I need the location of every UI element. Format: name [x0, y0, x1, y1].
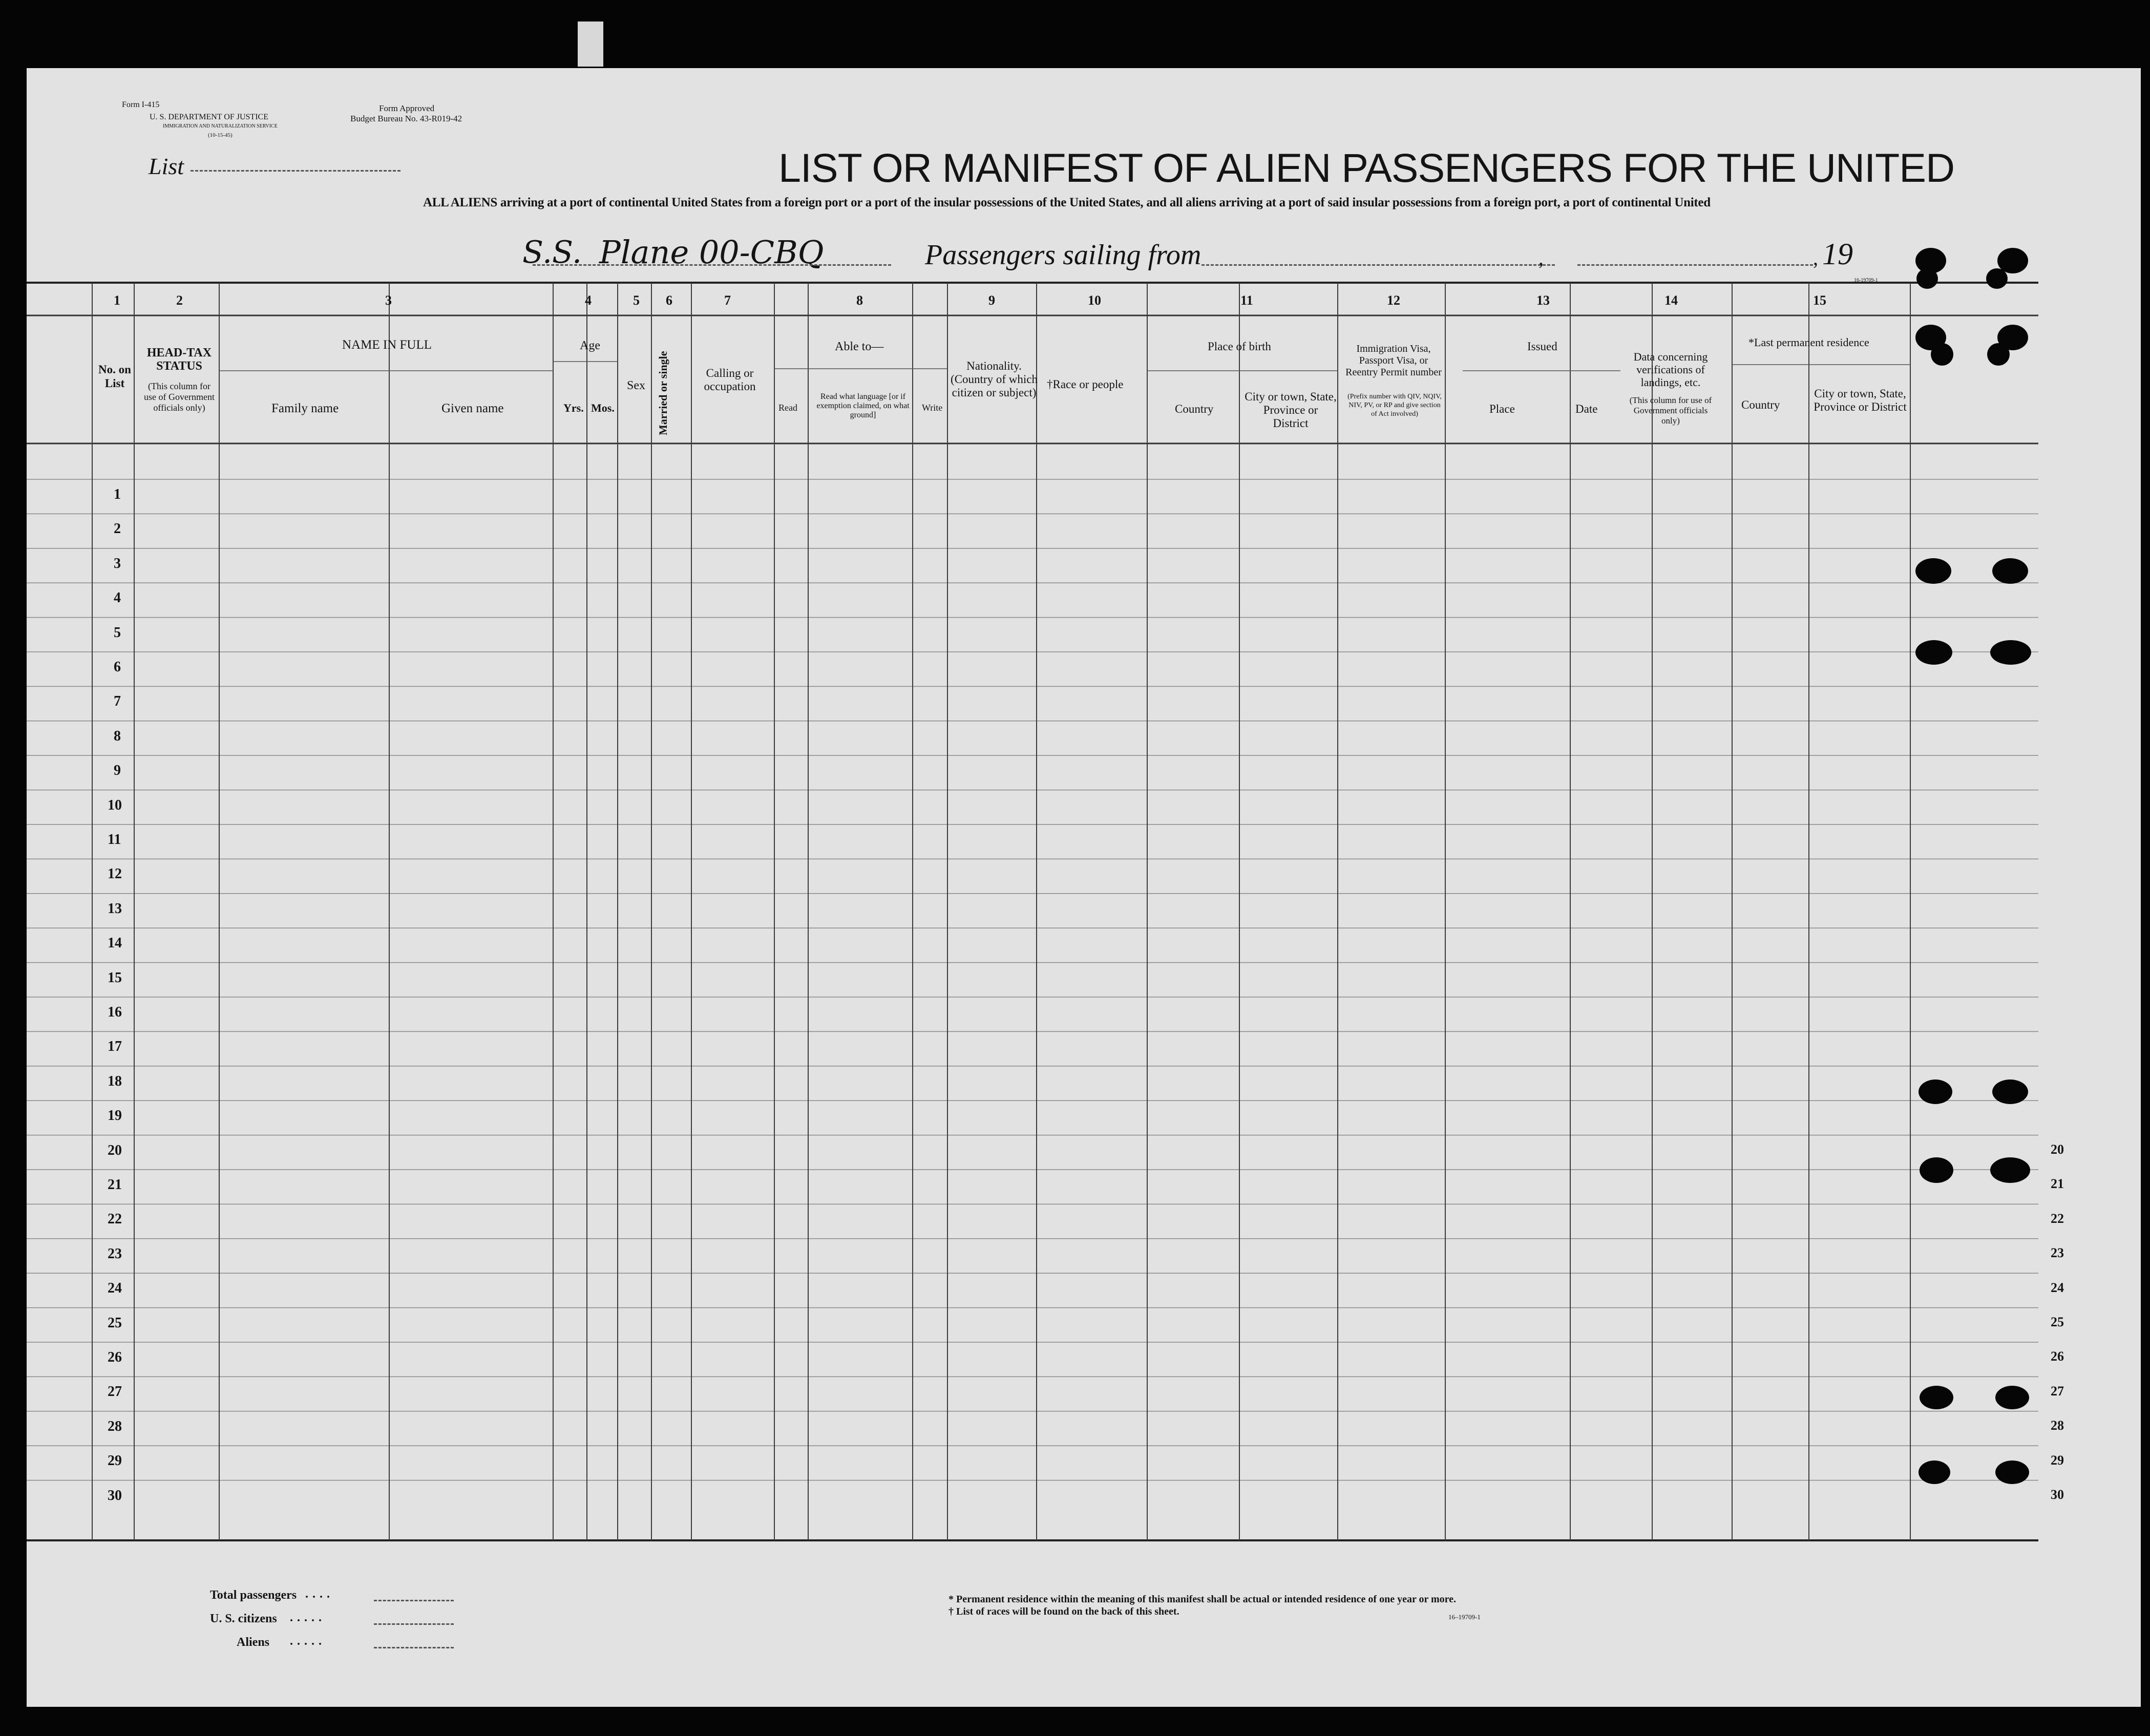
row-number: 15: [108, 969, 122, 986]
punch-hole: [1986, 268, 2008, 289]
row-number: 29: [108, 1453, 122, 1469]
header-immigration-note: (Prefix number with QIV, NQIV, NIV, PV, or RP and give section of Act involved): [1347, 393, 1442, 418]
header-place-of-birth: Place of birth: [1208, 340, 1271, 353]
punch-hole: [1995, 1460, 2029, 1484]
col-num-2: 2: [176, 293, 183, 308]
row-number: 4: [114, 590, 121, 606]
punch-hole: [1987, 343, 2010, 366]
punch-hole: [1915, 640, 1952, 665]
header-family-name: Family name: [271, 401, 339, 415]
edge-row-number: 21: [2051, 1176, 2064, 1192]
footer-note-2: † List of races will be found on the back of this sheet.: [948, 1606, 1179, 1617]
col-num-13: 13: [1536, 293, 1550, 308]
header-read-what: Read what language [or if exemption claimed, on what ground]: [816, 392, 910, 419]
header-nationality: Nationality. (Country of which citizen or subject): [951, 359, 1038, 399]
header-city-birth: City or town, State, Province or District: [1245, 390, 1337, 430]
row-number: 17: [108, 1039, 122, 1055]
col-num-10: 10: [1088, 293, 1101, 308]
budget-number: Budget Bureau No. 43-R019-42: [350, 114, 462, 123]
form-approved: Form Approved: [379, 103, 435, 113]
header-name-in-full: NAME IN FULL: [342, 338, 432, 352]
edge-row-number: 28: [2051, 1418, 2064, 1433]
header-read: Read: [778, 403, 797, 413]
form-subtitle: ALL ALIENS arriving at a port of continental United States from a foreign port or a port of the insular possessions of the United States, and all aliens arriving at a port of said insular possessions from a foreign port, a port of continental United: [423, 196, 1711, 209]
us-citizens-label: U. S. citizens: [210, 1612, 277, 1625]
punch-hole: [1990, 640, 2031, 665]
comma: ,: [1538, 246, 1544, 269]
col-num-1: 1: [114, 293, 120, 308]
punch-hole: [1916, 268, 1938, 289]
aliens-label: Aliens: [237, 1636, 270, 1649]
col-num-6: 6: [666, 293, 672, 308]
edge-row-number: 25: [2051, 1315, 2064, 1329]
row-number: 2: [114, 521, 121, 537]
header-head-tax-note: (This column for use of Government officials only): [144, 381, 215, 413]
header-country: Country: [1175, 403, 1214, 415]
header-head-tax: HEAD-TAX STATUS: [146, 346, 212, 373]
col-num-15: 15: [1813, 293, 1826, 308]
header-race: †Race or people: [1047, 378, 1124, 391]
col-num-11: 11: [1240, 293, 1253, 308]
row-number: 14: [108, 935, 122, 951]
row-number: 8: [114, 728, 121, 744]
dots: ....: [305, 1587, 334, 1601]
col-num-9: 9: [988, 293, 995, 308]
col-num-7: 7: [724, 293, 731, 308]
row-number: 21: [108, 1177, 122, 1193]
aliens-blank: [374, 1647, 454, 1648]
edge-row-number: 26: [2051, 1349, 2064, 1364]
header-country2: Country: [1741, 398, 1780, 411]
header-yrs: Yrs.: [563, 401, 584, 414]
row-number: 30: [108, 1487, 122, 1504]
punch-hole: [1931, 343, 1953, 366]
year-prefix: 19: [1822, 237, 1853, 271]
form-title: LIST OR MANIFEST OF ALIEN PASSENGERS FOR THE UNITED: [778, 145, 1955, 190]
footer-code: 16–19709-1: [1448, 1613, 1481, 1621]
header-place: Place: [1489, 403, 1515, 415]
header-no-on-list: No. on List: [98, 363, 131, 390]
row-number: 10: [108, 797, 122, 813]
row-number: 24: [108, 1280, 122, 1297]
row-number: 23: [108, 1245, 122, 1262]
header-age: Age: [580, 339, 600, 352]
edge-row-number: 29: [2051, 1452, 2064, 1468]
header-mos: Mos.: [591, 401, 615, 414]
punch-hole: [1920, 1386, 1953, 1409]
row-number: 1: [114, 486, 121, 502]
department: U. S. DEPARTMENT OF JUSTICE: [150, 113, 268, 121]
punch-hole: [1920, 1157, 1953, 1183]
row-number: 11: [108, 832, 121, 848]
col-num-8: 8: [856, 293, 863, 308]
row-number: 7: [114, 693, 121, 710]
header-given-name: Given name: [441, 401, 504, 415]
header-calling: Calling or occupation: [704, 367, 756, 393]
row-number: 19: [108, 1108, 122, 1124]
col-num-12: 12: [1387, 293, 1400, 308]
col-num-14: 14: [1664, 293, 1678, 308]
vessel-prefix: S.S.: [522, 235, 582, 270]
us-citizens-blank: [374, 1623, 454, 1625]
row-number: 3: [114, 555, 121, 571]
form-number: Form I-415: [122, 100, 160, 109]
small-code: 16-19709-1: [1854, 278, 1878, 283]
edge-row-number: 30: [2051, 1487, 2064, 1502]
header-married: Married or single: [657, 351, 669, 435]
punch-hole: [1992, 1079, 2028, 1104]
row-number: 28: [108, 1418, 122, 1434]
punch-hole: [1915, 558, 1951, 584]
row-number: 22: [108, 1211, 122, 1227]
col-num-5: 5: [633, 293, 640, 308]
comma2: ,: [1813, 246, 1818, 269]
header-immigration: Immigration Visa, Passport Visa, or Reentry Permit number: [1345, 343, 1442, 378]
col-num-4: 4: [585, 293, 592, 308]
dots: .....: [290, 1635, 326, 1648]
header-data-concerning: Data concerning verifications of landings, etc.: [1633, 350, 1708, 389]
header-issued: Issued: [1527, 340, 1557, 353]
row-number: 25: [108, 1315, 122, 1331]
header-sex: Sex: [627, 379, 645, 392]
row-number: 20: [108, 1142, 122, 1158]
punch-hole: [1919, 1460, 1950, 1484]
header-last-residence: *Last permanent residence: [1748, 336, 1869, 349]
header-date: Date: [1575, 403, 1598, 415]
row-number: 18: [108, 1073, 122, 1089]
punch-hole: [1919, 1079, 1952, 1104]
punch-hole: [1995, 1386, 2029, 1409]
row-number: 13: [108, 900, 122, 917]
punch-hole: [1990, 1157, 2030, 1183]
row-number: 26: [108, 1349, 122, 1365]
header-city-res: City or town, State, Province or District: [1814, 387, 1907, 413]
footer-note-1: * Permanent residence within the meaning of this manifest shall be actual or intended residence of one year or more.: [948, 1594, 1457, 1605]
col-num-3: 3: [385, 293, 392, 308]
sailing-label: Passengers sailing from: [925, 239, 1202, 271]
edge-row-number: 24: [2051, 1280, 2064, 1295]
header-write: Write: [922, 403, 943, 413]
row-number: 6: [114, 659, 121, 675]
row-number: 5: [114, 624, 121, 641]
row-number: 16: [108, 1004, 122, 1020]
edge-row-number: 27: [2051, 1383, 2064, 1399]
service: IMMIGRATION AND NATURALIZATION SERVICE: [163, 123, 278, 129]
row-number: 27: [108, 1384, 122, 1400]
total-passengers-blank: [374, 1600, 454, 1601]
total-passengers-label: Total passengers: [210, 1589, 297, 1602]
edge-row-number: 22: [2051, 1211, 2064, 1226]
header-able-to: Able to—: [835, 340, 884, 353]
edge-row-number: 23: [2051, 1245, 2064, 1261]
punch-hole: [1992, 558, 2028, 584]
dots: .....: [290, 1611, 326, 1624]
vessel-handwritten: Plane 00-CBQ: [599, 234, 824, 271]
list-label: List: [149, 153, 184, 179]
edge-row-number: 20: [2051, 1142, 2064, 1157]
header-data-note: (This column for use of Government officials only): [1629, 395, 1712, 426]
row-number: 9: [114, 763, 121, 779]
row-number: 12: [108, 866, 122, 882]
form-date: (10-15-45): [208, 132, 233, 138]
